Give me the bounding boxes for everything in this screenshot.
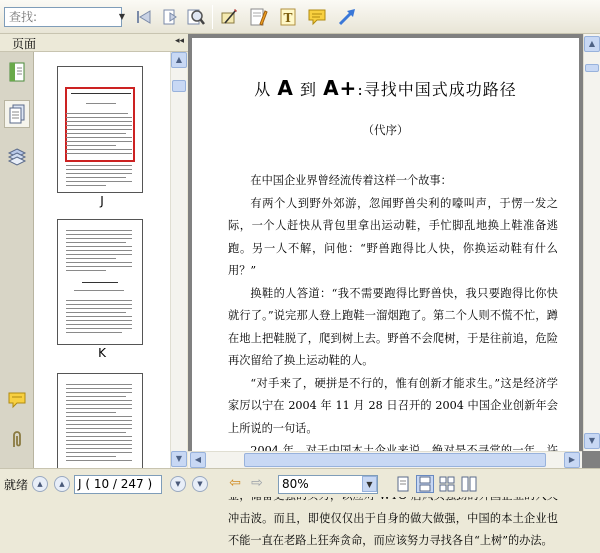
paragraph: 在中国企业界曾经流传着这样一个故事： xyxy=(250,174,452,187)
scroll-up-icon[interactable]: ▲ xyxy=(171,52,187,68)
page-number-field[interactable]: J ( 10 / 247 ) xyxy=(74,475,162,494)
scroll-up-icon[interactable]: ▲ xyxy=(584,36,600,52)
search-box[interactable] xyxy=(4,7,122,27)
text-tool-icon[interactable] xyxy=(276,5,300,29)
title-part: 从 xyxy=(254,80,272,99)
scroll-thumb[interactable] xyxy=(244,453,546,467)
thumbnail-label: J xyxy=(100,194,104,208)
zoom-dropdown-icon[interactable]: ▼ xyxy=(362,476,377,492)
horizontal-scrollbar[interactable] xyxy=(188,451,582,468)
zoom-field[interactable]: 80% xyxy=(278,475,378,494)
arrow-tool-icon[interactable] xyxy=(335,5,359,29)
title-part: A xyxy=(277,76,294,100)
thumbnail-list xyxy=(34,52,170,468)
page-thumbnail[interactable] xyxy=(57,219,143,345)
facing-view-icon[interactable] xyxy=(438,475,456,493)
go-forward-icon[interactable]: ⇨ xyxy=(251,475,263,491)
scroll-left-icon[interactable]: ◀ xyxy=(190,452,206,468)
layers-icon[interactable] xyxy=(4,142,30,170)
first-page-icon[interactable]: ▲ xyxy=(32,476,48,492)
svg-text:T: T xyxy=(283,11,293,25)
note-icon[interactable] xyxy=(305,5,329,29)
select-tool-icon[interactable] xyxy=(217,5,241,29)
comments-icon[interactable] xyxy=(4,386,30,414)
next-page-icon[interactable]: ▼ xyxy=(170,476,186,492)
scroll-thumb[interactable] xyxy=(585,64,599,72)
highlight-icon[interactable] xyxy=(246,5,270,29)
paragraph: 冲击波。而且，即使仅仅出于自身的做大做强，中国的本土企业也不能一直在老路上狂奔贪命，而应该努力寻找各自“上树”的办法。 xyxy=(228,511,558,547)
single-page-view-icon[interactable] xyxy=(394,475,412,493)
paragraph: 换鞋的人答道：“我不需要跑得比野兽快，我只要跑得比你快就行了。”说完那人登上跑鞋一溜烟跑了。第二个人则不慌不忙，蹲在地上把鞋脱了，爬到树上去。野兽不会爬树，于是往前追，危险再次留给了换上运动鞋的人。 xyxy=(228,286,558,367)
collapse-panel-icon[interactable]: ◂◂ xyxy=(174,36,184,46)
document-title xyxy=(192,76,579,100)
prev-page-icon[interactable] xyxy=(132,5,156,29)
search-dropdown-icon[interactable]: ▼ xyxy=(118,12,126,21)
status-text: 就绪 xyxy=(4,478,29,492)
document-subtitle: （代序） xyxy=(362,123,409,137)
side-tab-bar xyxy=(0,52,34,468)
status-bar xyxy=(0,468,600,497)
continuous-facing-view-icon[interactable] xyxy=(460,475,478,493)
paragraph: 有两个人到野外郊游，忽闻野兽尖利的嚎叫声，于愣一发之际，一个人赶快从背包里拿出运动鞋，手忙脚乱地换上鞋准备逃跑。另一人不解，问他：“野兽跑得比人快，你换运动鞋有什么用？” xyxy=(228,196,558,277)
panel-title: 页面 xyxy=(12,37,37,51)
go-back-icon[interactable]: ⇦ xyxy=(229,475,241,491)
scroll-right-icon[interactable]: ▶ xyxy=(564,452,580,468)
page-thumbnail[interactable] xyxy=(57,66,143,193)
next-page-icon[interactable] xyxy=(158,5,182,29)
attachments-icon[interactable] xyxy=(4,426,30,454)
title-part: :寻找中国式成功路径 xyxy=(357,80,517,99)
toolbar xyxy=(0,0,600,34)
previous-page-icon[interactable]: ▲ xyxy=(54,476,70,492)
paragraph: “对手来了，硬拼是不行的，惟有创新才能求生。”这是经济学家厉以宁在 2004 年 11 月 28 日召开的 2004 中国企业创新年会上所说的一句话。 xyxy=(228,376,558,435)
search-icon[interactable] xyxy=(184,5,208,29)
thumbnail-label: K xyxy=(98,346,106,360)
panel-header xyxy=(0,34,188,52)
scroll-down-icon[interactable]: ▼ xyxy=(584,433,600,449)
outline-icon[interactable] xyxy=(4,100,30,128)
continuous-view-icon[interactable] xyxy=(416,475,434,493)
document-scrollbar[interactable] xyxy=(583,34,600,451)
search-input[interactable] xyxy=(5,8,121,26)
title-part: A+ xyxy=(323,76,358,100)
last-page-icon[interactable]: ▼ xyxy=(192,476,208,492)
thumbnail-scrollbar[interactable] xyxy=(170,52,187,468)
pages-icon[interactable] xyxy=(4,58,30,86)
title-part: 到 xyxy=(299,80,317,99)
scroll-thumb[interactable] xyxy=(172,80,186,92)
scroll-down-icon[interactable]: ▼ xyxy=(171,451,187,467)
toolbar-separator xyxy=(212,5,213,29)
